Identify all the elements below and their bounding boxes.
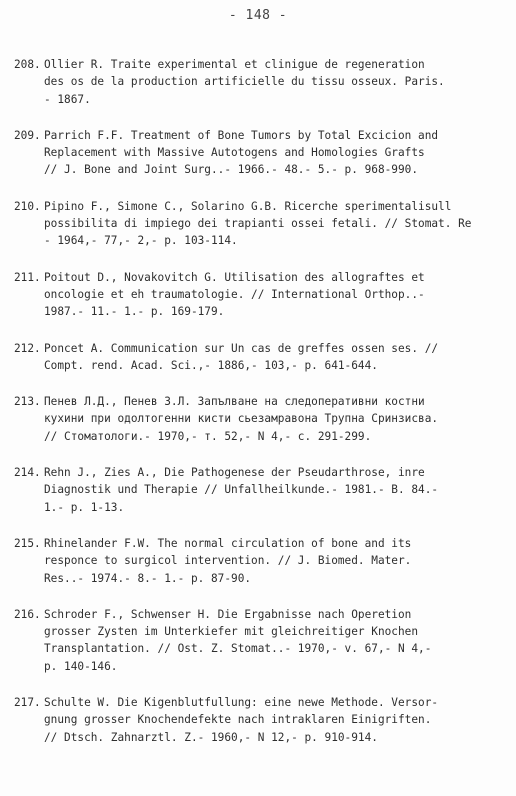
page-number: - 148 - (228, 8, 288, 23)
reference-item (14, 198, 510, 250)
reference-text-line: Schroder F., Schwenser H. Die Ergabnisse nach Operetion (44, 607, 412, 621)
reference-number: 211. (14, 270, 41, 284)
reference-text-line: Schulte W. Die Kigenblutfullung: eine newe Methode. Versor- (44, 696, 439, 710)
reference-item (14, 393, 510, 445)
reference-text-line: grosser Zysten im Unterkiefer mit gleichreitiger Knochen (44, 625, 419, 639)
reference-number: 209. (14, 128, 41, 142)
reference-text-line: // Стоматологи.- 1970,- т. 52,- N 4,- с. 291-299. (44, 429, 372, 443)
reference-text-line: Pipino F., Simone C., Solarino G.B. Ricerche sperimentalisull (44, 199, 452, 213)
reference-item (14, 127, 510, 179)
reference-item (14, 340, 510, 375)
reference-text-line: p. 140-146. (44, 659, 118, 673)
reference-text-line: // J. Bone and Joint Surg..- 1966.- 48.- 5.- p. 968-990. (44, 163, 419, 177)
reference-text-line: possibilita di impiego dei trapianti ossei fetali. // Stomat. Re (44, 217, 472, 231)
reference-text-line: Poitout D., Novakovitch G. Utilisation des allograftes et (44, 270, 425, 284)
reference-item (14, 56, 510, 108)
reference-text-line: responce to surgicol intervention. // J. Biomed. Mater. (44, 554, 412, 568)
reference-item (14, 535, 510, 587)
reference-text-line: oncologie et eh traumatologie. // International Orthop..- (44, 287, 425, 301)
reference-list (14, 56, 510, 765)
reference-text-line: Transplantation. // Ost. Z. Stomat..- 1970,- v. 67,- N 4,- (44, 642, 432, 656)
reference-number: 212. (14, 341, 41, 355)
reference-text-line: gnung grosser Knochendefekte nach intraklaren Einigriften. (44, 713, 432, 727)
reference-item (14, 606, 510, 675)
reference-text-line: // Dtsch. Zahnarztl. Z.- 1960,- N 12,- p. 910-914. (44, 730, 378, 744)
reference-text-line: - 1867. (44, 92, 91, 106)
reference-text-line: Ollier R. Traite experimental et clinigue de regeneration (44, 58, 425, 71)
reference-number: 210. (14, 199, 41, 213)
reference-number: 216. (14, 607, 41, 621)
reference-text-line: des os de la production artificielle du tissu osseux. Paris. (44, 75, 445, 89)
reference-text-line: - 1964,- 77,- 2,- p. 103-114. (44, 234, 238, 248)
reference-text-line: Poncet A. Communication sur Un cas de greffes ossen ses. // (44, 341, 439, 355)
reference-text-line: 1.- p. 1-13. (44, 500, 125, 514)
reference-text-line: Parrich F.F. Treatment of Bone Tumors by Total Excicion and (44, 128, 439, 142)
reference-number: 208. (14, 58, 41, 71)
reference-text-line: Diagnostik und Therapie // Unfallheilkunde.- 1981.- B. 84.- (44, 483, 439, 497)
reference-text-line: Пенев Л.Д., Пенев З.Л. Запълване на следоперативни костни (44, 395, 425, 409)
reference-item (14, 464, 510, 516)
reference-text-line: Rehn J., Zies A., Die Pathogenese der Pseudarthrose, inre (44, 466, 425, 480)
reference-item (14, 694, 510, 746)
reference-text-line: Replacement with Massive Autotogens and Homologies Grafts (44, 146, 425, 160)
reference-text-line: кухини при одолтогенни кисти сьезамравона Трупна Сринзисва. (44, 412, 439, 426)
reference-item (14, 269, 510, 321)
reference-text-line: 1987.- 11.- 1.- p. 169-179. (44, 305, 225, 319)
reference-text-line: Rhinelander F.W. The normal circulation of bone and its (44, 536, 412, 550)
reference-number: 214. (14, 466, 41, 480)
reference-text-line: Res..- 1974.- 8.- 1.- p. 87-90. (44, 571, 252, 585)
reference-number: 213. (14, 395, 41, 409)
reference-number: 217. (14, 696, 41, 710)
reference-number: 215. (14, 536, 41, 550)
reference-text-line: Compt. rend. Acad. Sci.,- 1886,- 103,- p. 641-644. (44, 358, 378, 372)
